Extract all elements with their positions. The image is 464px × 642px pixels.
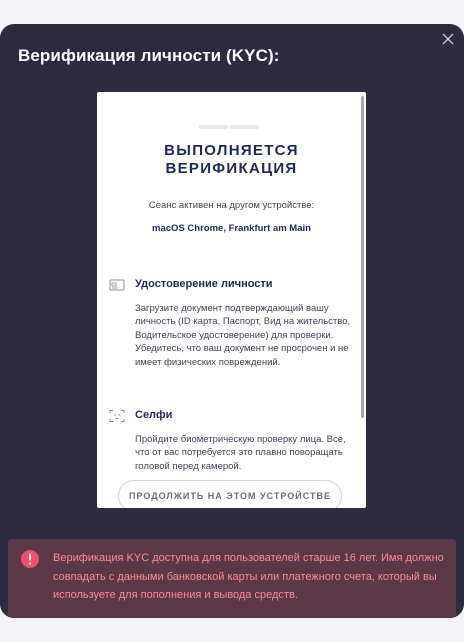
continue-on-device-button[interactable]: ПРОДОЛЖИТЬ НА ЭТОМ УСТРОЙСТВЕ (118, 480, 342, 508)
section-title-id: Удостоверение личности (135, 278, 273, 290)
device-location: macOS Chrome, Frankfurt am Main (152, 223, 311, 234)
section-body-selfie: Пройдите биометрическую проверку лица. Все, что от вас потребуется это плавно поворащать головой перед камерой. (135, 434, 346, 472)
heading-line-2: ВЕРИФИКАЦИЯ (165, 160, 298, 177)
age-requirement-alert (8, 539, 456, 618)
progress-tabs (199, 116, 261, 120)
verification-heading (97, 142, 366, 178)
session-status-text: Сеанс активен на другом устройстве: (148, 200, 315, 211)
verification-panel (97, 92, 366, 508)
close-icon[interactable] (441, 32, 455, 46)
section-title-selfie: Селфи (135, 409, 173, 421)
heading-line-1: ВЫПОЛНЯЕТСЯ (164, 142, 299, 159)
kyc-modal (0, 24, 464, 618)
modal-title: Верификация личности (KYC): (18, 46, 280, 65)
section-body-id: Загрузите документ подтверждающий вашу личность (ID карта, Паспорт, Вид на жительство, Водительское удостоверение) для проверки. Убедитесь, что ваш документ не просрочен и не имеет физических повреждений. (135, 303, 351, 368)
face-scan-icon (109, 409, 125, 423)
alert-text: Верификация KYC доступна для пользователей старше 16 лет. Имя должно совпадать с данными банковской карты или платежного счета, который вы используете для пополнения и вывода средств. (53, 552, 444, 601)
id-card-icon (109, 278, 125, 292)
exclamation-icon (20, 549, 40, 569)
